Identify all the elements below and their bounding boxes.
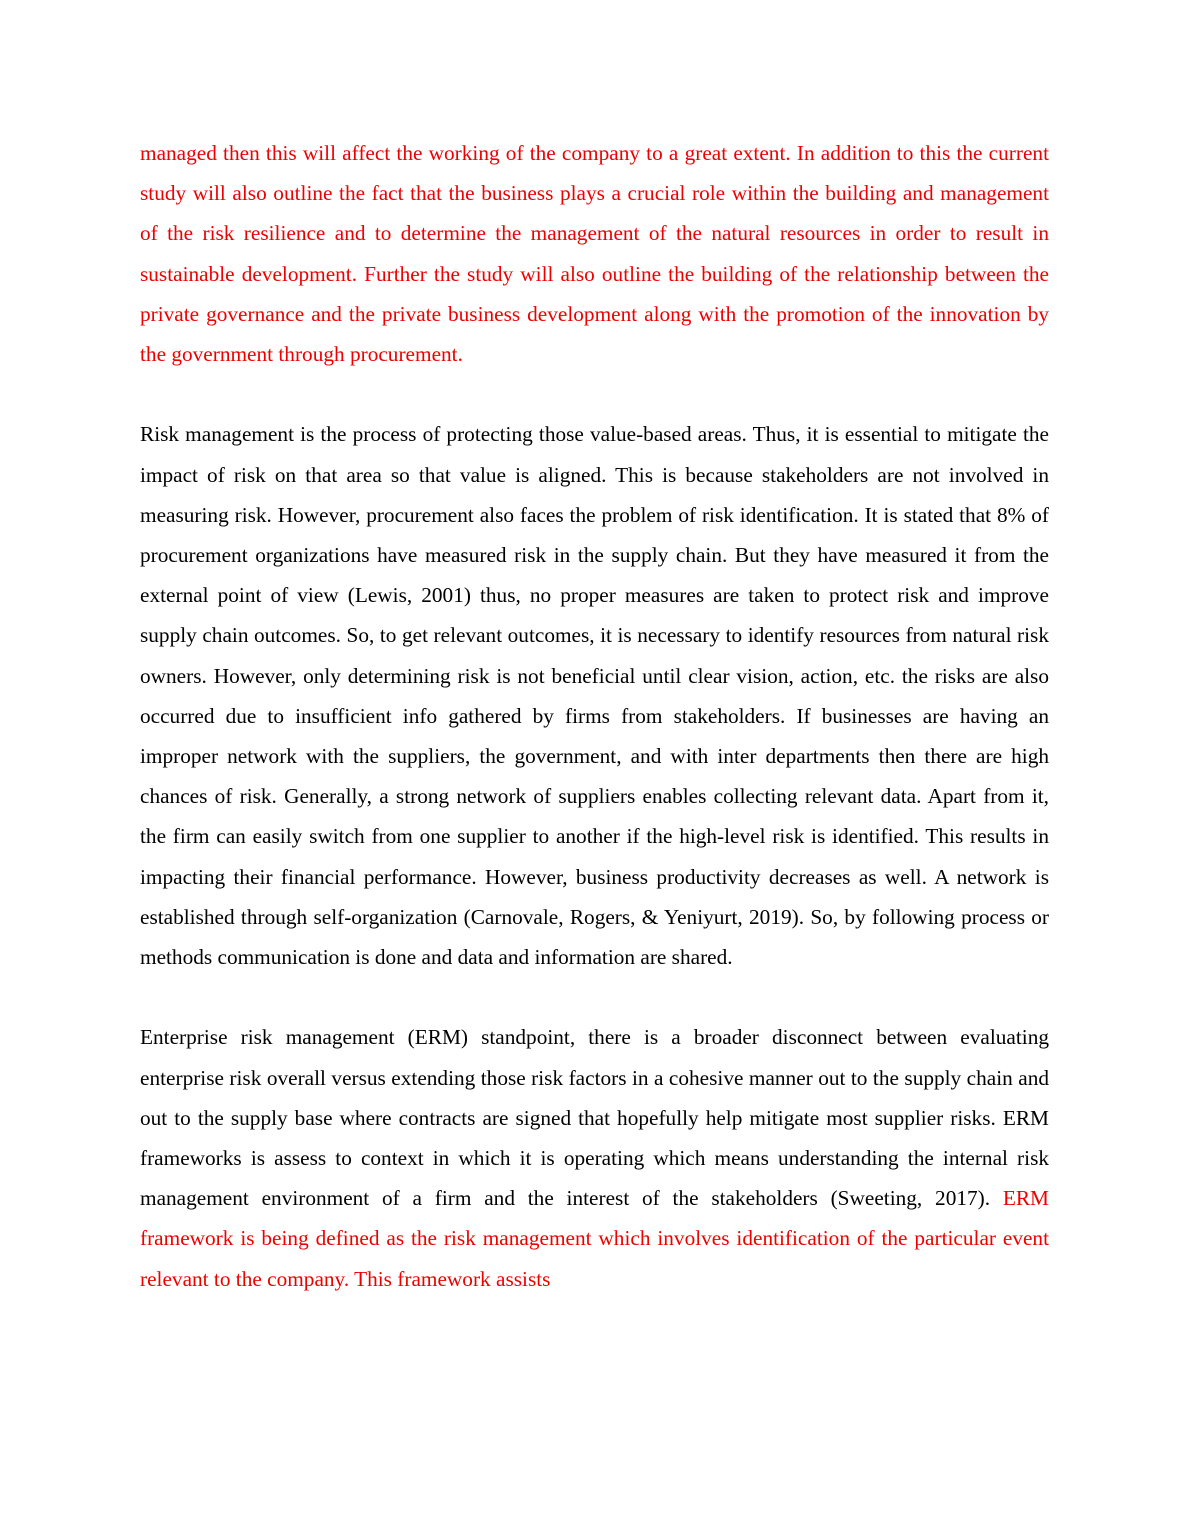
paragraph-risk-management <box>140 414 1049 977</box>
body-text: Risk management is the process of protecting those value-based areas. Thus, it is essential to mitigate the impact of risk on that area so that value is aligned. This is because stakeholders are not involved in measuring risk. However, procurement also faces the problem of risk identification. It is stated that 8% of procurement organizations have measured risk in the supply chain. But they have measured it from the external point of view (Lewis, 2001) thus, no proper measures are taken to protect risk and improve supply chain outcomes. So, to get relevant outcomes, it is necessary to identify resources from natural risk owners. However, only determining risk is not beneficial until clear vision, action, etc. the risks are also occurred due to insufficient info gathered by firms from stakeholders. If businesses are having an improper network with the suppliers, the government, and with inter departments then there are high chances of risk. Generally, a strong network of suppliers enables collecting relevant data. Apart from it, the firm can easily switch from one supplier to another if the high-level risk is identified. This results in impacting their financial performance. However, business productivity decreases as well. A network is established through self-organization (Carnovale, Rogers, & Yeniyurt, 2019). So, by following process or methods communication is done and data and information are shared. <box>140 422 1049 970</box>
paragraph-intro-continuation <box>140 133 1049 374</box>
highlighted-text: ERM framework is being defined as the risk management which involves identification of the particular event relevant to the company. This framework assists <box>140 1186 1049 1291</box>
paragraph-erm <box>140 1017 1049 1298</box>
highlighted-text: managed then this will affect the working of the company to a great extent. In addition to this the current study will also outline the fact that the business plays a crucial role within the building and management of the risk resilience and to determine the management of the natural resources in order to result in sustainable development. Further the study will also outline the building of the relationship between the private governance and the private business development along with the promotion of the innovation by the government through procurement. <box>140 141 1049 367</box>
document-page <box>140 133 1049 1299</box>
body-text: Enterprise risk management (ERM) standpoint, there is a broader disconnect between evaluating enterprise risk overall versus extending those risk factors in a cohesive manner out to the supply chain and out to the supply base where contracts are signed that hopefully help mitigate most supplier risks. ERM frameworks is assess to context in which it is operating which means understanding the internal risk management environment of a firm and the interest of the stakeholders (Sweeting, 2017). <box>140 1025 1049 1211</box>
